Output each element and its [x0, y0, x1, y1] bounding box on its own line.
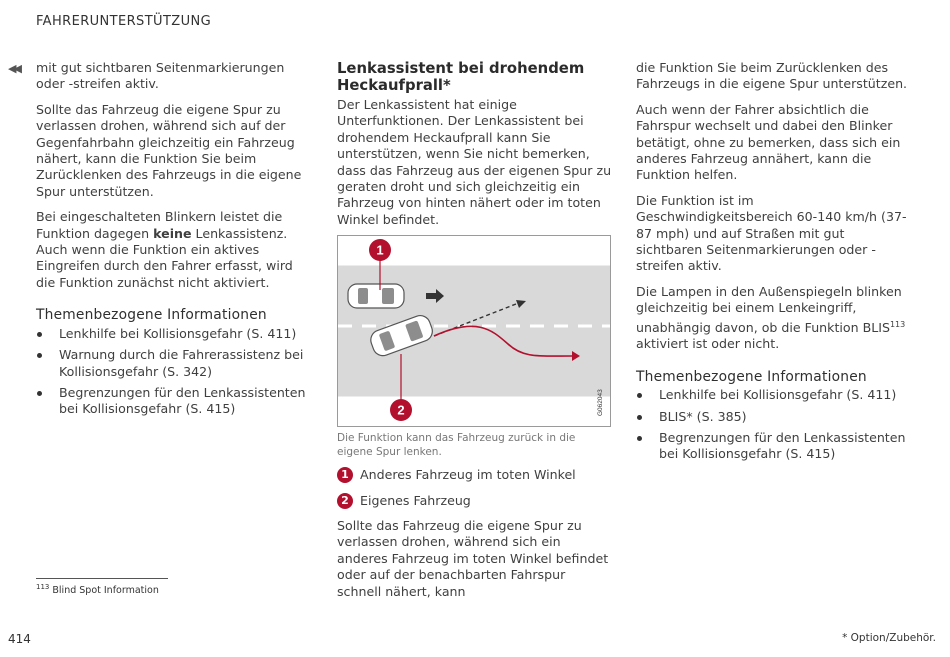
paragraph: Die Funktion ist im Geschwindigkeitsbereich 60-140 km/h (37-87 mph) und auf Straßen mit gut sichtbaren Seitenmarkierungen oder -streifen aktiv.: [636, 192, 907, 274]
legend-text: Anderes Fahrzeug im toten Winkel: [360, 467, 576, 483]
related-list: [36, 326, 314, 418]
footnote-ref[interactable]: 113: [889, 319, 906, 329]
paragraph: Auch wenn der Fahrer absichtlich die Fahrspur wechselt und dabei den Blinker betätigt, ohne zu bemerken, dass sich ein anderes Fahrzeug annähert, kann die Funktion helfen.: [636, 101, 901, 183]
paragraph: die Funktion Sie beim Zurücklenken des Fahrzeugs in die eigene Spur unterstützen.: [636, 60, 908, 92]
related-list: [636, 387, 914, 463]
paragraph: Bei eingeschalteten Blinkern leistet die Funktion dagegen keine Lenkassistenz. Auch wenn die Funktion ein aktives Eingreifen durch den Fahrer erfasst, wird die Funktion zunächst nicht aktiviert.: [36, 209, 293, 290]
bullet-icon: [637, 415, 642, 420]
paragraph: mit gut sichtbaren Seitenmarkierungen oder -streifen aktiv.: [36, 60, 285, 92]
other-car-icon: [348, 284, 404, 308]
footnote: $^{113}$ Blind Spot Information: [36, 583, 159, 597]
related-heading: Themenbezogene Informationen: [36, 307, 267, 324]
number-badge-icon: 1: [337, 467, 353, 483]
related-link[interactable]: Begrenzungen für den Lenkassistenten bei Kollisionsgefahr (S. 415): [636, 430, 914, 463]
paragraph: Sollte das Fahrzeug die eigene Spur zu verlassen drohen, während sich ein anderes Fahrzeug im toten Winkel befindet oder auf der benachbarten Fahrspur schnell nähert, kann: [337, 518, 609, 599]
column-1: [36, 60, 314, 423]
related-link[interactable]: Begrenzungen für den Lenkassistenten bei Kollisionsgefahr (S. 415): [36, 385, 314, 418]
column-2: [337, 60, 612, 609]
footnote-divider: [36, 578, 168, 579]
legend-text: Eigenes Fahrzeug: [360, 492, 471, 508]
marker-2-label: 2: [397, 402, 405, 418]
bullet-icon: [637, 393, 642, 398]
related-link[interactable]: Lenkhilfe bei Kollisionsgefahr (S. 411): [36, 326, 314, 342]
page-number: 414: [8, 632, 31, 646]
legend-item: [337, 467, 612, 483]
page-header: FAHRERUNTERSTÜTZUNG: [36, 14, 212, 29]
related-link[interactable]: Lenkhilfe bei Kollisionsgefahr (S. 411): [636, 387, 914, 403]
figure-caption: Die Funktion kann das Fahrzeug zurück in die eigene Spur lenken.: [337, 432, 576, 459]
paragraph: Die Lampen in den Außenspiegeln blinken gleichzeitig bei einem Lenkeingriff, unabhängig davon, ob die Funktion BLIS$^{113}$ aktiviert ist oder nicht.: [636, 283, 906, 352]
related-link[interactable]: BLIS* (S. 385): [636, 409, 914, 425]
legend-item: [337, 493, 612, 509]
marker-1-label: 1: [376, 242, 384, 258]
related-heading: Themenbezogene Informationen: [636, 368, 867, 385]
bullet-icon: [37, 353, 42, 358]
lane-assist-illustration: [337, 235, 611, 427]
option-note: * Option/Zubehör.: [842, 632, 936, 644]
column-3: [636, 60, 914, 468]
paragraph: Sollte das Fahrzeug die eigene Spur zu verlassen drohen, während sich auf der Gegenfahrbahn gleichzeitig ein Fahrzeug nähert, kann die Funktion Sie beim Zurücklenken des Fahrzeugs in die eigene Spur unterstützen.: [36, 101, 302, 199]
emphasis: keine: [153, 225, 192, 241]
paragraph: Der Lenkassistent hat einige Unterfunktionen. Der Lenkassistent bei drohendem Heckaufprall kann Sie unterstützen, wenn Sie nicht bemerken, dass das Fahrzeug aus der eigenen Spur zu geraten droht und sich gleichzeitig ein Fahrzeug von hinten nähert oder im toten Winkel befindet.: [337, 97, 612, 227]
number-badge-icon: 2: [337, 493, 353, 509]
bullet-icon: [37, 332, 42, 337]
bullet-icon: [37, 391, 42, 396]
section-title: Lenkassistent bei drohendem Heckaufprall*: [337, 60, 585, 94]
bullet-icon: [637, 436, 642, 441]
image-code: G062043: [597, 389, 604, 417]
double-chevron-left-icon[interactable]: ◀◀: [8, 62, 19, 75]
related-link[interactable]: Warnung durch die Fahrerassistenz bei Kollisionsgefahr (S. 342): [36, 347, 314, 380]
